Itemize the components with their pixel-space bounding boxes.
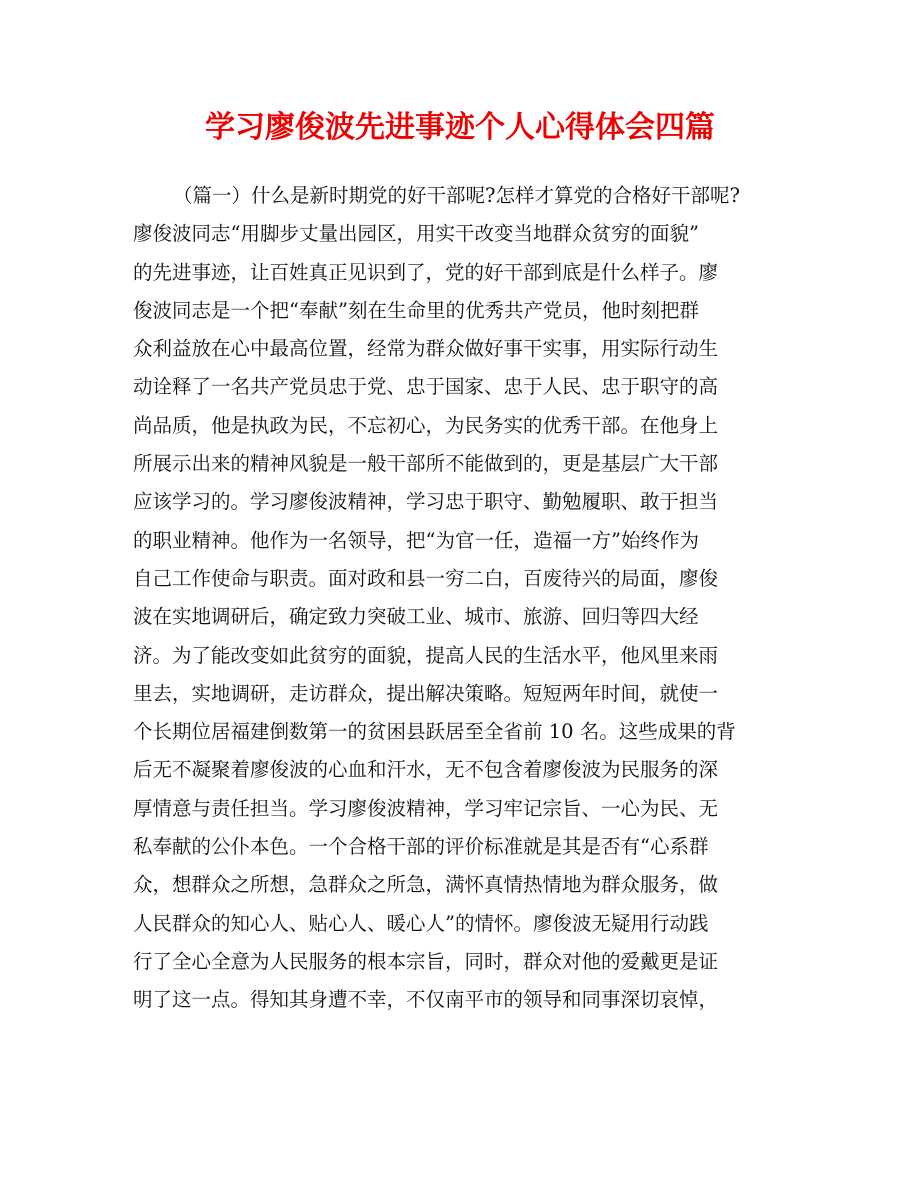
paragraph-line: 廖俊波同志“用脚步丈量出园区，用实干改变当地群众贫穷的面貌” bbox=[133, 222, 699, 246]
paragraph-line: 人民群众的知心人、贴心人、暖心人”的情怀。廖俊波无疑用行动践 bbox=[133, 911, 709, 935]
paragraph-line: 自己工作使命与职责。面对政和县一穷二白，百废待兴的局面，廖俊 bbox=[133, 566, 719, 590]
paragraph-line: 个长期位居福建倒数第一的贫困县跃居至全省前 10 名。这些成果的背 bbox=[133, 720, 736, 744]
paragraph-line: 俊波同志是一个把“奉献”刻在生命里的优秀共产党员，他时刻把群 bbox=[133, 298, 699, 322]
paragraph-line: 行了全心全意为人民服务的根本宗旨，同时，群众对他的爱戴更是证 bbox=[133, 949, 719, 973]
paragraph-line: （篇一）什么是新时期党的好干部呢?怎样才算党的合格好干部呢? bbox=[173, 184, 740, 207]
document-body bbox=[133, 177, 813, 1020]
paragraph-line: 众，想群众之所想，急群众之所急，满怀真情热情地为群众服务，做 bbox=[133, 873, 719, 897]
paragraph-line: 的职业精神。他作为一名领导，把“为官一任，造福一方”始终作为 bbox=[133, 528, 699, 552]
document-title: 学习廖俊波先进事迹个人心得体会四篇 bbox=[205, 110, 715, 145]
paragraph-line: 里去，实地调研，走访群众，提出解决策略。短短两年时间，就使一 bbox=[133, 681, 719, 705]
paragraph-line: 应该学习的。学习廖俊波精神，学习忠于职守、勤勉履职、敢于担当 bbox=[133, 490, 719, 514]
paragraph-line: 济。为了能改变如此贫穷的面貌，提高人民的生活水平，他风里来雨 bbox=[133, 643, 719, 667]
paragraph-line: 所展示出来的精神风貌是一般干部所不能做到的，更是基层广大干部 bbox=[133, 452, 719, 476]
paragraph-line: 动诠释了一名共产党员忠于党、忠于国家、忠于人民、忠于职守的高 bbox=[133, 375, 719, 399]
paragraph-line: 波在实地调研后，确定致力突破工业、城市、旅游、回归等四大经 bbox=[133, 605, 699, 629]
paragraph-line: 尚品质，他是执政为民，不忘初心，为民务实的优秀干部。在他身上 bbox=[133, 413, 719, 437]
paragraph-line: 众利益放在心中最高位置，经常为群众做好事干实事，用实际行动生 bbox=[133, 337, 719, 361]
paragraph-line: 明了这一点。得知其身遭不幸，不仅南平市的领导和同事深切哀悼， bbox=[133, 988, 719, 1012]
paragraph-line: 后无不凝聚着廖俊波的心血和汗水，无不包含着廖俊波为民服务的深 bbox=[133, 758, 719, 782]
paragraph-line: 私奉献的公仆本色。一个合格干部的评价标准就是其是否有“心系群 bbox=[133, 835, 709, 859]
paragraph-line: 厚情意与责任担当。学习廖俊波精神，学习牢记宗旨、一心为民、无 bbox=[133, 796, 719, 820]
paragraph-line: 的先进事迹，让百姓真正见识到了，党的好干部到底是什么样子。廖 bbox=[133, 260, 719, 284]
